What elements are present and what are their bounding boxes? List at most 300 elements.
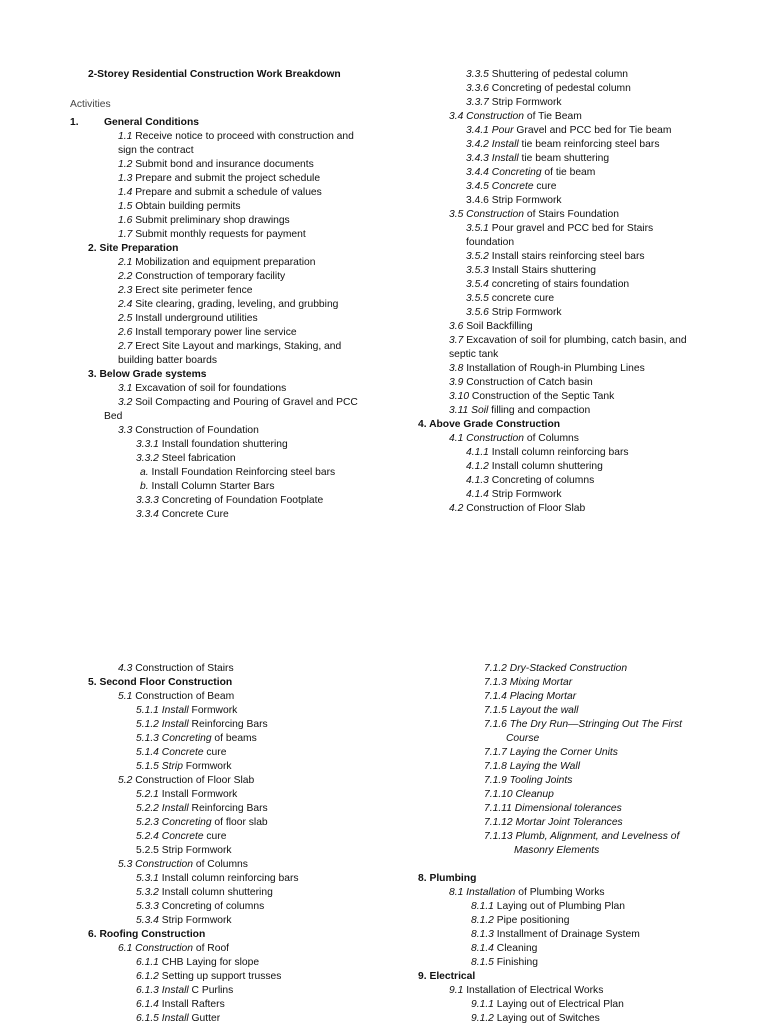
outline-line — [466, 82, 631, 96]
outline-line — [136, 844, 232, 858]
outline-line — [136, 704, 237, 718]
outline-text: building batter boards — [118, 355, 218, 366]
outline-line — [471, 1012, 600, 1026]
outline-text: Strip Formwork — [488, 97, 562, 108]
outline-line — [118, 200, 241, 214]
outline-line — [136, 760, 232, 774]
outline-text: of Tie Beam — [523, 111, 582, 122]
outline-text: 9. Electrical — [418, 971, 476, 982]
outline-line — [136, 830, 226, 844]
outline-text: Prepare and submit the project schedule — [132, 173, 321, 184]
outline-text: 3. Below Grade systems — [88, 369, 207, 380]
outline-line — [471, 914, 569, 928]
outline-text: 5.2.1 — [136, 789, 159, 800]
outline-line — [484, 816, 623, 830]
outline-line — [118, 214, 290, 228]
outline-text: 6.1.1 — [136, 957, 159, 968]
outline-text: Gravel and PCC bed for Tie beam — [513, 125, 672, 136]
outline-text: 1.4 — [118, 187, 133, 198]
outline-text: 3.5.2 — [466, 251, 489, 262]
outline-text: Laying out of Plumbing Plan — [493, 901, 625, 912]
outline-text: Concreting of columns — [488, 475, 595, 486]
outline-text: 1.7 — [118, 229, 133, 240]
document-page-2 — [0, 512, 768, 1024]
outline-text: 3.5.6 — [466, 307, 489, 318]
outline-text: 5.1 — [118, 691, 133, 702]
outline-text: 8.1.4 — [471, 943, 494, 954]
outline-text: 3.3.7 — [466, 97, 489, 108]
outline-line — [118, 774, 254, 788]
outline-line — [118, 340, 341, 354]
outline-line — [418, 970, 475, 984]
outline-text: Install Foundation Reinforcing steel bars — [148, 467, 336, 478]
outline-text: Obtain building permits — [132, 201, 241, 212]
outline-line — [118, 256, 316, 270]
outline-line — [449, 208, 619, 222]
outline-text: tie beam reinforcing steel bars — [518, 139, 660, 150]
outline-text: 3.4.1 Pour — [466, 125, 514, 136]
outline-line — [466, 474, 594, 488]
outline-text: tie beam shuttering — [518, 153, 610, 164]
outline-text: 5.3.2 — [136, 887, 159, 898]
outline-line — [484, 760, 580, 774]
outline-line — [466, 236, 514, 250]
outline-text: 3.4.3 Install — [466, 153, 519, 164]
outline-text: 9.1 — [449, 985, 464, 996]
outline-text: Construction of Beam — [132, 691, 235, 702]
outline-line — [136, 900, 264, 914]
outline-text: Install column shuttering — [158, 887, 273, 898]
outline-line — [449, 432, 579, 446]
outline-line — [471, 942, 537, 956]
outline-line — [118, 158, 314, 172]
outline-text: 3.4.4 Concreting — [466, 167, 542, 178]
outline-line — [136, 802, 268, 816]
outline-line — [118, 298, 338, 312]
outline-text: sign the contract — [118, 145, 194, 156]
outline-text: Formwork — [188, 705, 238, 716]
outline-text: Construction of the Septic Tank — [469, 391, 615, 402]
outline-line — [514, 844, 599, 858]
outline-text: Construction of Floor Slab — [132, 775, 255, 786]
outline-text: Concreting of columns — [158, 901, 265, 912]
outline-line — [118, 144, 194, 158]
outline-line — [136, 872, 299, 886]
outline-text: Course — [506, 733, 540, 744]
outline-line — [471, 928, 640, 942]
outline-text: Reinforcing Bars — [188, 803, 268, 814]
outline-line — [136, 494, 323, 508]
outline-text: Erect site perimeter fence — [132, 285, 253, 296]
outline-line — [88, 676, 232, 690]
outline-line — [484, 802, 622, 816]
outline-text: Concrete Cure — [158, 509, 229, 520]
outline-text: CHB Laying for slope — [158, 957, 260, 968]
outline-line — [466, 460, 603, 474]
outline-text: 5.2.2 Install — [136, 803, 189, 814]
outline-text: Erect Site Layout and markings, Staking, and — [132, 341, 342, 352]
outline-text: 4.1.4 — [466, 489, 489, 500]
outline-text: 3.1 — [118, 383, 133, 394]
outline-text: 3.3 — [118, 425, 133, 436]
outline-text: 2.4 — [118, 299, 133, 310]
outline-line — [136, 816, 268, 830]
outline-line — [466, 292, 554, 306]
outline-text: 7.1.5 Layout the wall — [484, 705, 579, 716]
outline-text: 7.1.6 The Dry Run—Stringing Out The First — [484, 719, 683, 730]
outline-text: Install column reinforcing bars — [488, 447, 629, 458]
outline-text: Reinforcing Bars — [188, 719, 268, 730]
outline-text: Installment of Drainage System — [493, 929, 640, 940]
outline-line — [118, 228, 306, 242]
outline-text: 4.1.1 — [466, 447, 489, 458]
outline-text: Cleaning — [493, 943, 538, 954]
outline-line — [484, 690, 576, 704]
outline-line — [484, 774, 572, 788]
outline-line — [118, 690, 234, 704]
outline-line — [466, 68, 628, 82]
outline-line — [70, 116, 79, 130]
document-title: 2-Storey Residential Construction Work Breakdown — [88, 69, 341, 80]
outline-text: Laying out of Switches — [493, 1013, 600, 1024]
outline-line — [466, 278, 629, 292]
outline-text: Install Stairs shuttering — [488, 265, 596, 276]
outline-text: 4.2 — [449, 503, 464, 514]
outline-text: of Roof — [192, 943, 230, 954]
outline-line — [136, 438, 288, 452]
outline-text: cure — [533, 181, 557, 192]
outline-text: Soil Compacting and Pouring of Gravel and PCC — [132, 397, 358, 408]
outline-line — [118, 396, 358, 410]
outline-line — [136, 452, 236, 466]
outline-line — [140, 466, 335, 480]
outline-line — [449, 886, 605, 900]
outline-line — [136, 914, 232, 928]
outline-text: 4.3 — [118, 663, 133, 674]
outline-line — [136, 718, 268, 732]
outline-text: 8. Plumbing — [418, 873, 477, 884]
outline-text: 3.3.4 — [136, 509, 159, 520]
outline-text: 3.9 — [449, 377, 464, 388]
outline-text: Excavation of soil for foundations — [132, 383, 287, 394]
outline-text: Receive notice to proceed with construction and — [132, 131, 354, 142]
outline-text: of beams — [211, 733, 257, 744]
outline-text: 3.3.6 — [466, 83, 489, 94]
outline-text: 3.2 — [118, 397, 133, 408]
outline-line — [418, 872, 476, 886]
outline-text: Construction of Foundation — [132, 425, 259, 436]
outline-text: of Columns — [523, 433, 579, 444]
outline-line — [136, 732, 257, 746]
outline-text: 8.1 Installation — [449, 887, 516, 898]
outline-text: 5.1.2 Install — [136, 719, 189, 730]
outline-line — [449, 348, 498, 362]
outline-text: 8.1.3 — [471, 929, 494, 940]
outline-line — [449, 984, 603, 998]
outline-text: concreting of stairs foundation — [488, 279, 630, 290]
outline-text: of Stairs Foundation — [523, 209, 619, 220]
outline-text: of tie beam — [541, 167, 596, 178]
outline-text: of floor slab — [211, 817, 268, 828]
outline-text: Site clearing, grading, leveling, and grubbing — [132, 299, 339, 310]
outline-line — [136, 1012, 220, 1026]
outline-text: Install Rafters — [158, 999, 225, 1010]
outline-text: Install column reinforcing bars — [158, 873, 299, 884]
outline-text: Submit preliminary shop drawings — [132, 215, 290, 226]
outline-line — [136, 886, 273, 900]
outline-text: 3.4.2 Install — [466, 139, 519, 150]
outline-line — [118, 326, 297, 340]
outline-text: 5. Second Floor Construction — [88, 677, 233, 688]
outline-text: 2.3 — [118, 285, 133, 296]
outline-text: 5.3.4 — [136, 915, 159, 926]
outline-text: Steel fabrication — [158, 453, 236, 464]
outline-line — [466, 194, 562, 208]
outline-line — [136, 746, 226, 760]
outline-line — [449, 362, 645, 376]
activities-label: Activities — [70, 99, 111, 110]
outline-text: Construction of Stairs — [132, 663, 234, 674]
outline-text: septic tank — [449, 349, 499, 360]
outline-line — [88, 928, 205, 942]
outline-line — [484, 662, 627, 676]
outline-line — [449, 390, 614, 404]
outline-text: Gutter — [188, 1013, 221, 1024]
outline-text: 9.1.2 — [471, 1013, 494, 1024]
outline-text: 5.2 — [118, 775, 133, 786]
outline-text: 7.1.3 Mixing Mortar — [484, 677, 573, 688]
outline-text: foundation — [466, 237, 515, 248]
outline-line — [136, 998, 225, 1012]
outline-text: 7.1.8 Laying the Wall — [484, 761, 580, 772]
outline-text: concrete cure — [488, 293, 555, 304]
outline-line — [118, 354, 217, 368]
outline-line — [484, 704, 578, 718]
outline-text: 6.1.4 — [136, 999, 159, 1010]
outline-line — [466, 124, 671, 138]
outline-text: Soil Backfilling — [463, 321, 533, 332]
outline-text: 5.2.3 Concreting — [136, 817, 212, 828]
outline-text: 7.1.12 Mortar Joint Tolerances — [484, 817, 623, 828]
outline-text: 6.1 Construction — [118, 943, 193, 954]
outline-text: Install underground utilities — [132, 313, 258, 324]
outline-text: 3.5.5 — [466, 293, 489, 304]
outline-line — [484, 718, 682, 732]
outline-text: Construction of temporary facility — [132, 271, 286, 282]
outline-text: 3.7 — [449, 335, 464, 346]
outline-line — [140, 480, 275, 494]
outline-line — [466, 166, 595, 180]
outline-text: a. — [140, 467, 149, 478]
outline-text: 7.1.11 Dimensional tolerances — [484, 803, 622, 814]
outline-text: 2. Site Preparation — [88, 243, 179, 254]
outline-line — [449, 320, 533, 334]
outline-text: 3.3.3 — [136, 495, 159, 506]
outline-text: 5.1.5 Strip — [136, 761, 183, 772]
outline-line — [104, 116, 199, 130]
outline-line — [118, 130, 354, 144]
outline-line — [136, 956, 259, 970]
outline-line — [466, 264, 596, 278]
outline-text: 5.1.1 Install — [136, 705, 189, 716]
outline-text: Concreting of Foundation Footplate — [158, 495, 324, 506]
outline-text: 6. Roofing Construction — [88, 929, 206, 940]
outline-line — [88, 242, 178, 256]
outline-text: 4.1.3 — [466, 475, 489, 486]
outline-text: 3.5 Construction — [449, 209, 524, 220]
outline-text: 2.5 — [118, 313, 133, 324]
outline-text: cure — [203, 747, 227, 758]
outline-text: 7.1.4 Placing Mortar — [484, 691, 577, 702]
outline-line — [471, 900, 625, 914]
outline-text: 7.1.13 Plumb, Alignment, and Levelness of — [484, 831, 680, 842]
outline-text: 8.1.1 — [471, 901, 494, 912]
outline-line — [118, 858, 248, 872]
outline-line — [466, 96, 562, 110]
outline-text: 7.1.2 Dry-Stacked Construction — [484, 663, 628, 674]
outline-text: Shuttering of pedestal column — [488, 69, 628, 80]
outline-text: Installation of Rough-in Plumbing Lines — [463, 363, 645, 374]
outline-line — [118, 382, 286, 396]
outline-text: of Plumbing Works — [515, 887, 605, 898]
outline-line — [466, 446, 629, 460]
outline-text: 3.3.2 — [136, 453, 159, 464]
outline-line — [484, 788, 554, 802]
outline-text: Install Column Starter Bars — [148, 481, 275, 492]
outline-line — [118, 284, 253, 298]
outline-line — [484, 830, 679, 844]
outline-text: 3.3.1 — [136, 439, 159, 450]
outline-text: Construction of Floor Slab — [463, 503, 586, 514]
outline-text: 3.11 Soil — [449, 405, 489, 416]
outline-line — [466, 180, 556, 194]
outline-line — [484, 746, 618, 760]
outline-line — [449, 110, 582, 124]
outline-text: 3.5.3 — [466, 265, 489, 276]
outline-text: General Conditions — [104, 117, 199, 128]
outline-text: 3.10 — [449, 391, 470, 402]
outline-text: 6.1.2 — [136, 971, 159, 982]
outline-text: Construction of Catch basin — [463, 377, 593, 388]
outline-text: 3.4.6 Strip Formwork — [466, 195, 562, 206]
outline-line — [471, 998, 624, 1012]
outline-line — [136, 970, 281, 984]
outline-text: 4.1 Construction — [449, 433, 524, 444]
outline-text: 1.2 — [118, 159, 133, 170]
outline-text: 2.2 — [118, 271, 133, 282]
outline-text: 8.1.5 — [471, 957, 494, 968]
outline-text: 3.8 — [449, 363, 464, 374]
outline-line — [466, 250, 645, 264]
outline-line — [466, 222, 653, 236]
outline-text: Install foundation shuttering — [158, 439, 288, 450]
outline-line — [118, 186, 322, 200]
outline-text: 2.7 — [118, 341, 133, 352]
outline-text: Mobilization and equipment preparation — [132, 257, 316, 268]
outline-text: Strip Formwork — [488, 307, 562, 318]
outline-text: Pipe positioning — [493, 915, 570, 926]
outline-text: of Columns — [192, 859, 248, 870]
outline-line — [118, 424, 259, 438]
outline-text: 3.5.1 — [466, 223, 489, 234]
outline-line — [118, 312, 258, 326]
outline-text: Strip Formwork — [488, 489, 562, 500]
outline-text: 2.1 — [118, 257, 133, 268]
outline-text: 6.1.5 Install — [136, 1013, 189, 1024]
outline-text: 5.3.3 — [136, 901, 159, 912]
outline-text: C Purlins — [188, 985, 234, 996]
outline-line — [118, 662, 234, 676]
outline-text: Concreting of pedestal column — [488, 83, 631, 94]
outline-text: 1.1 — [118, 131, 133, 142]
outline-line — [449, 376, 593, 390]
outline-line — [418, 418, 560, 432]
outline-text: 5.2.4 Concrete — [136, 831, 204, 842]
outline-text: Strip Formwork — [158, 915, 232, 926]
outline-text: 3.3.5 — [466, 69, 489, 80]
outline-line — [471, 956, 538, 970]
outline-line — [466, 138, 659, 152]
outline-line — [118, 942, 229, 956]
outline-text: Laying out of Electrical Plan — [493, 999, 624, 1010]
outline-text: cure — [203, 831, 227, 842]
outline-text: 5.2.5 Strip Formwork — [136, 845, 232, 856]
outline-text: Pour gravel and PCC bed for Stairs — [488, 223, 654, 234]
outline-text: 3.6 — [449, 321, 464, 332]
outline-text: Finishing — [493, 957, 538, 968]
outline-text: Formwork — [182, 761, 232, 772]
outline-text: 3.4 Construction — [449, 111, 524, 122]
outline-line — [136, 984, 233, 998]
outline-text: 5.3.1 — [136, 873, 159, 884]
outline-text: 6.1.3 Install — [136, 985, 189, 996]
outline-text: 1.5 — [118, 201, 133, 212]
outline-text: Installation of Electrical Works — [463, 985, 604, 996]
outline-line — [118, 172, 320, 186]
outline-line — [449, 334, 687, 348]
outline-text: 4.1.2 — [466, 461, 489, 472]
outline-text: 1.3 — [118, 173, 133, 184]
outline-text: Excavation of soil for plumbing, catch basin, and — [463, 335, 687, 346]
outline-line — [506, 732, 539, 746]
outline-line — [449, 404, 590, 418]
outline-text: 3.4.5 Concrete — [466, 181, 534, 192]
outline-text: 1.6 — [118, 215, 133, 226]
outline-text: 5.3 Construction — [118, 859, 193, 870]
outline-text: Bed — [104, 411, 123, 422]
outline-text: 8.1.2 — [471, 915, 494, 926]
outline-line — [466, 306, 562, 320]
outline-text: 1. — [70, 117, 79, 128]
outline-text: 7.1.7 Laying the Corner Units — [484, 747, 618, 758]
outline-text: Submit monthly requests for payment — [132, 229, 306, 240]
outline-text: 2.6 — [118, 327, 133, 338]
outline-text: Install Formwork — [158, 789, 238, 800]
outline-line — [466, 152, 609, 166]
outline-text: Masonry Elements — [514, 845, 600, 856]
outline-text: Prepare and submit a schedule of values — [132, 187, 322, 198]
outline-text: 3.5.4 — [466, 279, 489, 290]
outline-text: Install temporary power line service — [132, 327, 297, 338]
outline-text: b. — [140, 481, 149, 492]
outline-text: 9.1.1 — [471, 999, 494, 1010]
outline-line — [466, 488, 562, 502]
outline-text: 7.1.10 Cleanup — [484, 789, 554, 800]
outline-line — [484, 676, 572, 690]
outline-text: Submit bond and insurance documents — [132, 159, 314, 170]
outline-text: 7.1.9 Tooling Joints — [484, 775, 573, 786]
outline-line — [88, 368, 206, 382]
